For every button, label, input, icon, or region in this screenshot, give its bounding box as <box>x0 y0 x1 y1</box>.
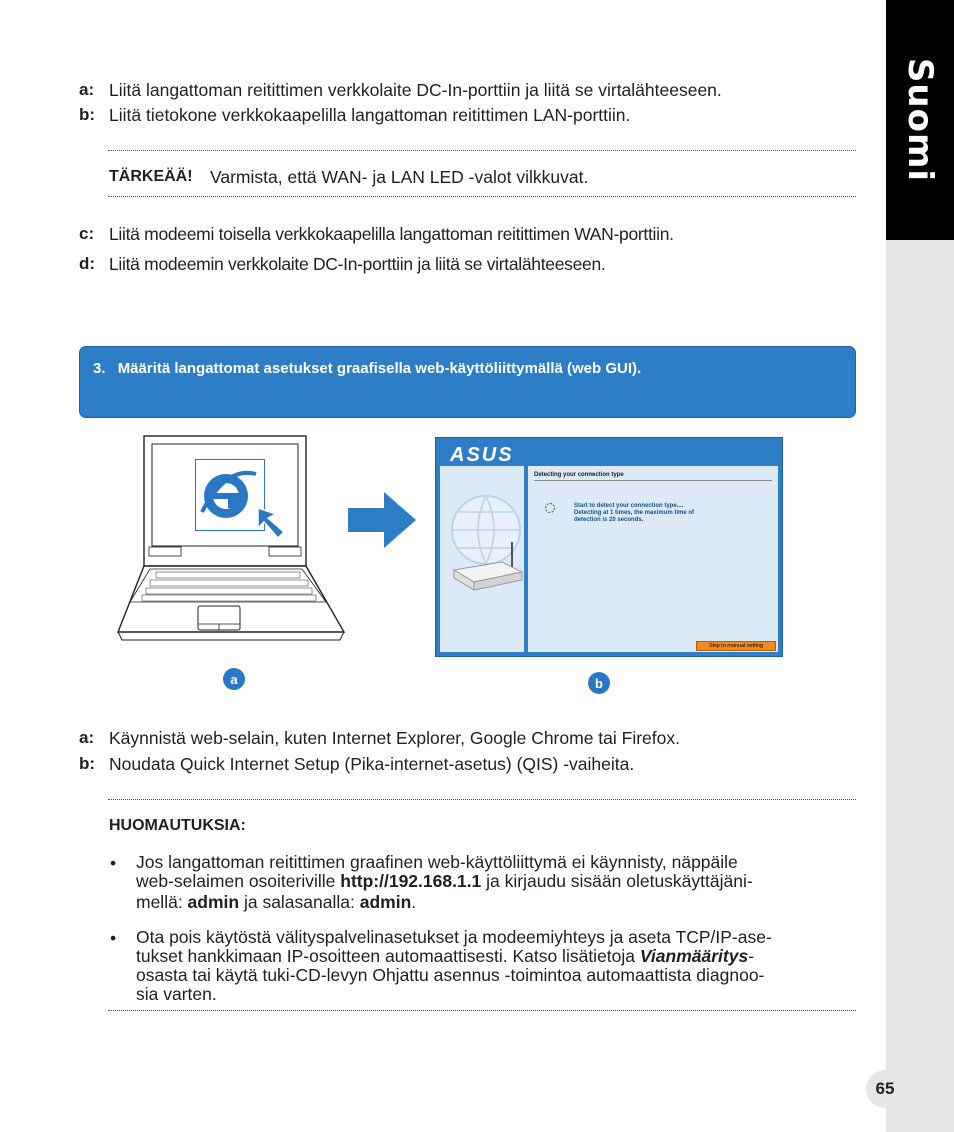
note-text: mellä: <box>136 892 188 912</box>
page-number: 65 <box>866 1070 904 1108</box>
gui-message-line: Detecting at 1 times, the maximum time of <box>574 510 695 516</box>
note-line <box>136 893 846 912</box>
web-gui-screenshot <box>435 437 783 657</box>
note-text: . <box>411 892 417 912</box>
router-icon <box>446 538 526 598</box>
gui-content-panel <box>528 466 778 652</box>
step-label: d: <box>79 254 96 273</box>
troubleshooting-reference: Vianmääritys <box>639 946 749 966</box>
step-3-text: Määritä langattomat asetukset graafisella web-käyttöliittymällä (web GUI). <box>117 360 642 377</box>
note-text: ja salasanalla: <box>239 892 360 912</box>
step-label: b: <box>79 105 96 124</box>
step-text: Liitä modeemin verkkolaite DC-In-porttiin ja liitä se virtalähteeseen. <box>109 254 606 274</box>
divider <box>108 196 856 197</box>
arrow-right-icon <box>346 490 418 550</box>
gui-message <box>574 503 694 524</box>
skip-manual-setting-button[interactable]: Skip to manual setting <box>696 641 776 651</box>
step-label: a: <box>79 728 95 747</box>
default-password: admin <box>359 892 412 912</box>
note-text: ja kirjaudu sisään oletuskäyttäjäni- <box>481 871 753 891</box>
step-label: a: <box>79 80 95 99</box>
figure-badge-b: b <box>588 672 610 694</box>
divider <box>108 1010 856 1011</box>
loading-spinner-icon <box>544 502 556 514</box>
step-text: Liitä langattoman reitittimen verkkolaite DC-In-porttiin ja liitä se virtalähteeseen. <box>109 80 722 100</box>
note-line: osasta tai käytä tuki-CD-levyn Ohjattu asennus -toimintoa automaattista diagnoo- <box>136 965 765 985</box>
step-3-number: 3. <box>93 360 106 377</box>
gui-message-line: Start to detect your connection type.... <box>574 503 684 509</box>
default-username: admin <box>187 892 240 912</box>
note-text: web-selaimen osoiteriville <box>136 871 341 891</box>
note-line: Ota pois käytöstä välityspalvelinasetukset ja modeemiyhteys ja aseta TCP/IP-ase- <box>136 927 772 947</box>
note-line <box>136 947 846 966</box>
figure-badge-a: a <box>223 668 245 690</box>
note-line <box>136 872 846 891</box>
note-bullet-2 <box>136 928 846 1004</box>
step-3-heading <box>93 360 641 377</box>
important-label: TÄRKEÄÄ! <box>109 168 193 185</box>
bullet-marker: • <box>110 928 117 948</box>
divider <box>108 150 856 151</box>
gui-logo: ASUS <box>450 444 514 466</box>
step-3-banner <box>79 346 856 418</box>
step-text: Liitä tietokone verkkokaapelilla langattoman reitittimen LAN-porttiin. <box>109 105 631 125</box>
router-address: http://192.168.1.1 <box>340 871 482 891</box>
note-line: sia varten. <box>136 984 217 1004</box>
step-text: Noudata Quick Internet Setup (Pika-internet-asetus) (QIS) -vaiheita. <box>109 754 635 774</box>
language-label: Suomi <box>900 57 941 183</box>
gui-message-line: detection is 20 seconds. <box>574 517 644 523</box>
step-text: Liitä modeemi toisella verkkokaapelilla langattoman reitittimen WAN-porttiin. <box>109 224 674 244</box>
note-text: - <box>748 946 755 966</box>
notes-heading: HUOMAUTUKSIA: <box>109 817 246 834</box>
important-text: Varmista, että WAN- ja LAN LED -valot vilkkuvat. <box>210 167 589 187</box>
gui-section-title: Detecting your connection type <box>534 472 772 481</box>
bullet-marker: • <box>110 853 117 873</box>
step-text: Käynnistä web-selain, kuten Internet Explorer, Google Chrome tai Firefox. <box>109 728 680 748</box>
note-bullet-1 <box>136 853 846 912</box>
cursor-arrow-icon <box>256 506 292 542</box>
note-text: tukset hankkimaan IP-osoitteen automaattisesti. Katso lisätietoja <box>136 946 640 966</box>
divider <box>108 799 856 800</box>
step-label: b: <box>79 754 96 773</box>
note-line: Jos langattoman reitittimen graafinen web-käyttöliittymä ei käynnisty, näppäile <box>136 852 738 872</box>
step-label: c: <box>79 224 95 243</box>
browser-icon[interactable] <box>195 459 265 531</box>
